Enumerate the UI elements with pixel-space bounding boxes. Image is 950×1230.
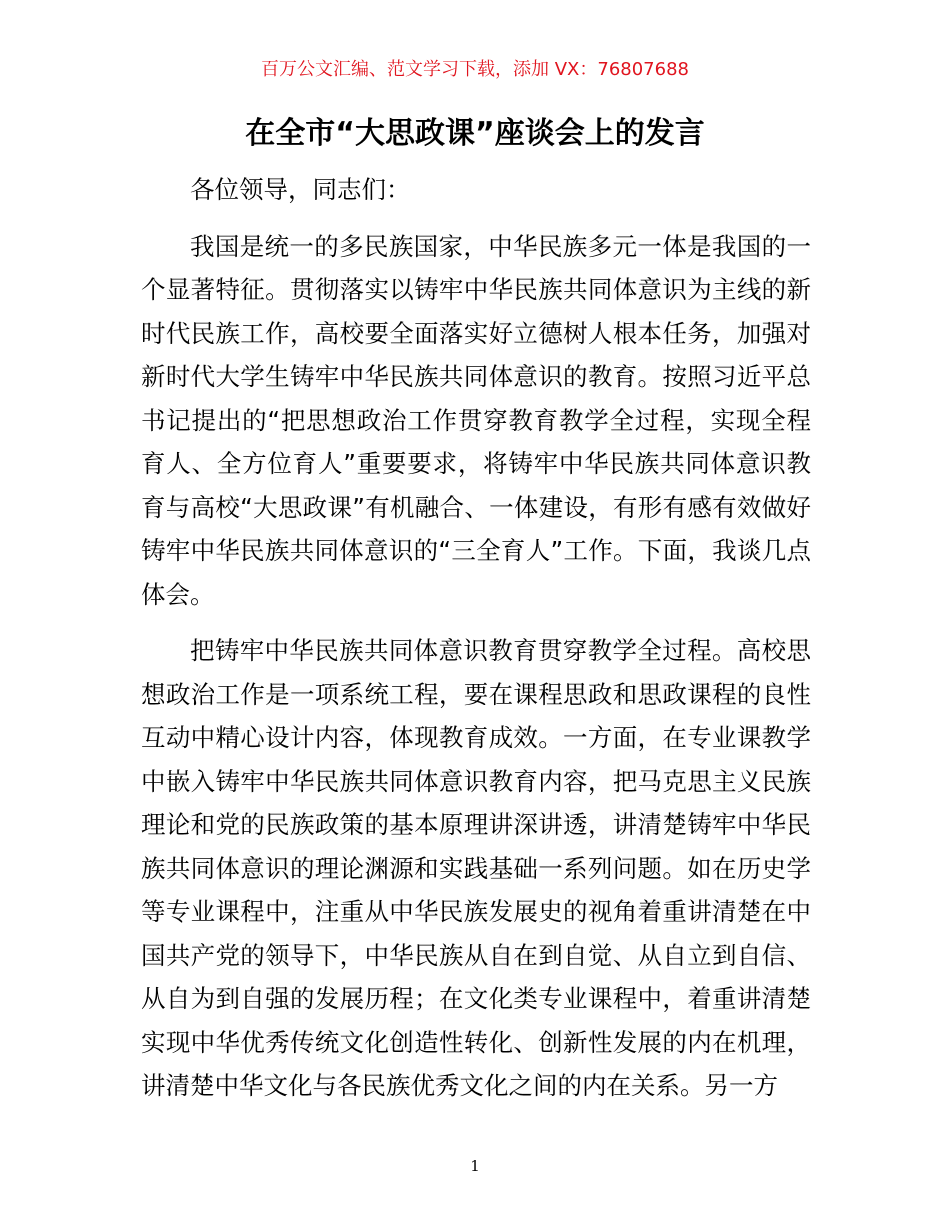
paragraph: 我国是统一的多民族国家，中华民族多元一体是我国的一个显著特征。贯彻落实以铸牢中华民族共同体意识为主线的新时代民族工作，高校要全面落实好立德树人根本任务，加强对新时代大学生铸牢中华民族共同体意识的教育。按照习近平总书记提出的“把思想政治工作贯穿教育教学全过程，实现全程育人、全方位育人”重要要求，将铸牢中华民族共同体意识教育与高校“大思政课”有机融合、一体建设，有形有感有效做好铸牢中华民族共同体意识的“三全育人”工作。下面，我谈几点体会。: [141, 231, 811, 609]
document-body: [141, 168, 811, 1108]
header-watermark: 百万公文汇编、范文学习下载，添加 VX：76807688: [261, 59, 689, 80]
page-number: 1: [470, 1157, 480, 1175]
document-title: 在全市“大思政课”座谈会上的发言: [245, 116, 705, 151]
paragraph: 把铸牢中华民族共同体意识教育贯穿教学全过程。高校思想政治工作是一项系统工程，要在课程思政和思政课程的良性互动中精心设计内容，体现教育成效。一方面，在专业课教学中嵌入铸牢中华民族共同体意识教育内容，把马克思主义民族理论和党的民族政策的基本原理讲深讲透，讲清楚铸牢中华民族共同体意识的理论渊源和实践基础一系列问题。如在历史学等专业课程中，注重从中华民族发展史的视角着重讲清楚在中国共产党的领导下，中华民族从自在到自觉、从自立到自信、从自为到自强的发展历程；在文化类专业课程中，着重讲清楚实现中华优秀传统文化创造性转化、创新性发展的内在机理，讲清楚中华文化与各民族优秀文化之间的内在关系。另一方: [141, 636, 811, 1100]
greeting: 各位领导，同志们：: [190, 175, 411, 204]
